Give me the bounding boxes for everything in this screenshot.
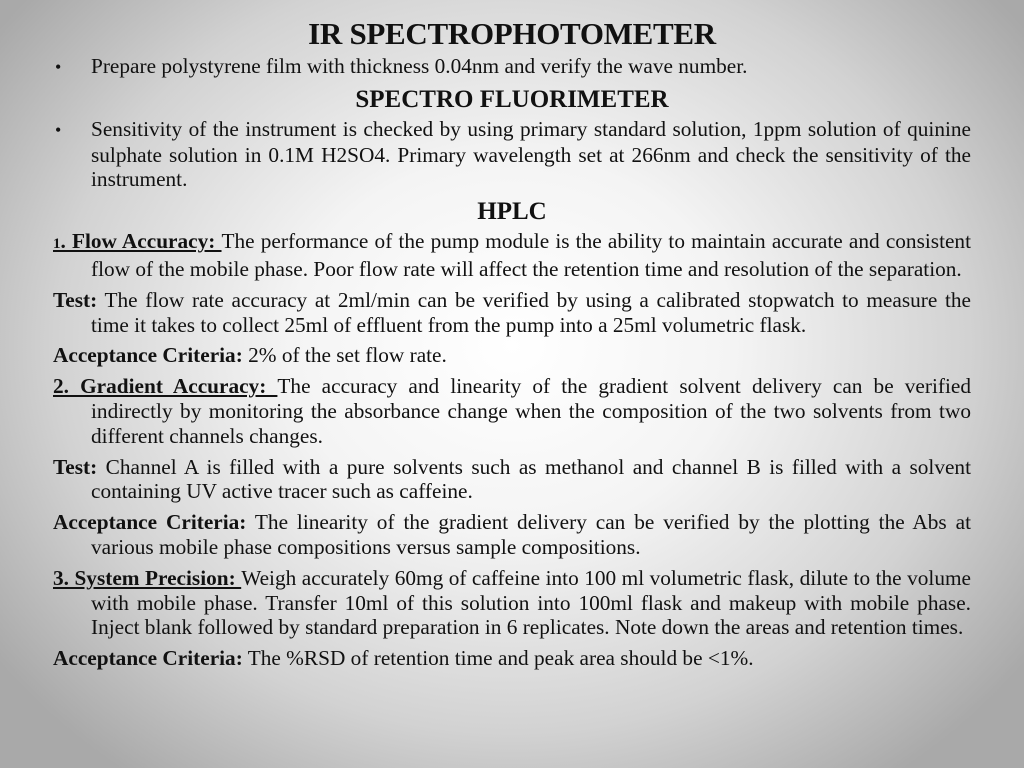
- ir-bullet-item: [53, 54, 971, 80]
- precision-acceptance-text: The %RSD of retention time and peak area should be <1%.: [242, 646, 754, 671]
- flow-accuracy-label: . Flow Accuracy:: [60, 229, 222, 254]
- fluorimeter-bullet-item: [53, 117, 971, 192]
- bullet-icon: •: [55, 57, 62, 77]
- gradient-acceptance-label: Acceptance Criteria:: [53, 510, 247, 535]
- flow-accuracy-text: The performance of the pump module is the ability to maintain accurate and consistent flow of the mobile phase. Poor flow rate will affect the retention time and resolution of the separation.: [91, 229, 971, 281]
- gradient-test-paragraph: [53, 455, 971, 505]
- gradient-acceptance-paragraph: [53, 510, 971, 560]
- flow-test-paragraph: [53, 288, 971, 338]
- gradient-test-text: Channel A is filled with a pure solvents such as methanol and channel B is filled with a solvent containing UV active tracer such as caffeine.: [91, 454, 971, 504]
- gradient-accuracy-text: The accuracy and linearity of the gradient solvent delivery can be verified indirectly by monitoring the absorbance change when the composition of the two solvents from two different channels changes.: [91, 374, 971, 448]
- system-precision-label: 3. System Precision:: [53, 565, 242, 590]
- flow-acceptance-paragraph: [53, 343, 971, 368]
- system-precision-paragraph: [53, 566, 971, 640]
- hplc-section-title: HPLC: [477, 198, 547, 226]
- system-precision-text: Weigh accurately 60mg of caffeine into 100 ml volumetric flask, dilute to the volume with mobile phase. Transfer 10ml of this solution into 100ml flask and makeup with mobile phase. Inject blank followed by standard preparation in 6 replicates. Note down the areas and retention times.: [91, 565, 971, 640]
- flow-test-text: The flow rate accuracy at 2ml/min can be verified by using a calibrated stopwatch to measure the time it takes to collect 25ml of effluent from the pump into a 25ml volumetric flask.: [91, 287, 971, 337]
- precision-acceptance-label: Acceptance Criteria:: [53, 646, 243, 671]
- flow-acceptance-label: Acceptance Criteria:: [53, 343, 243, 368]
- slide: [53, 14, 971, 671]
- flow-accuracy-heading: [53, 229, 222, 253]
- gradient-accuracy-paragraph: [53, 374, 971, 448]
- ir-section-title: IR SPECTROPHOTOMETER: [308, 16, 716, 51]
- flow-test-label: Test:: [53, 287, 98, 312]
- bullet-icon: •: [55, 119, 62, 140]
- flow-accuracy-number: 1: [53, 236, 61, 253]
- fluorimeter-section-title: SPECTRO FLUORIMETER: [355, 85, 669, 113]
- gradient-test-label: Test:: [53, 454, 98, 479]
- flow-acceptance-text: 2% of the set flow rate.: [242, 343, 447, 368]
- flow-accuracy-paragraph: [53, 229, 971, 282]
- fluorimeter-bullet-text: Sensitivity of the instrument is checked by using primary standard solution, 1ppm solution of quinine sulphate solution in 0.1M H2SO4. Primary wavelength set at 266nm and check the sensitivity of the instrument.: [91, 116, 971, 192]
- gradient-accuracy-label: 2. Gradient Accuracy:: [53, 374, 278, 399]
- gradient-acceptance-text: The linearity of the gradient delivery can be verified by the plotting the Abs at various mobile phase compositions versus sample compositions.: [91, 510, 971, 559]
- precision-acceptance-paragraph: [53, 646, 971, 671]
- ir-bullet-text: Prepare polystyrene film with thickness 0.04nm and verify the wave number.: [91, 54, 748, 78]
